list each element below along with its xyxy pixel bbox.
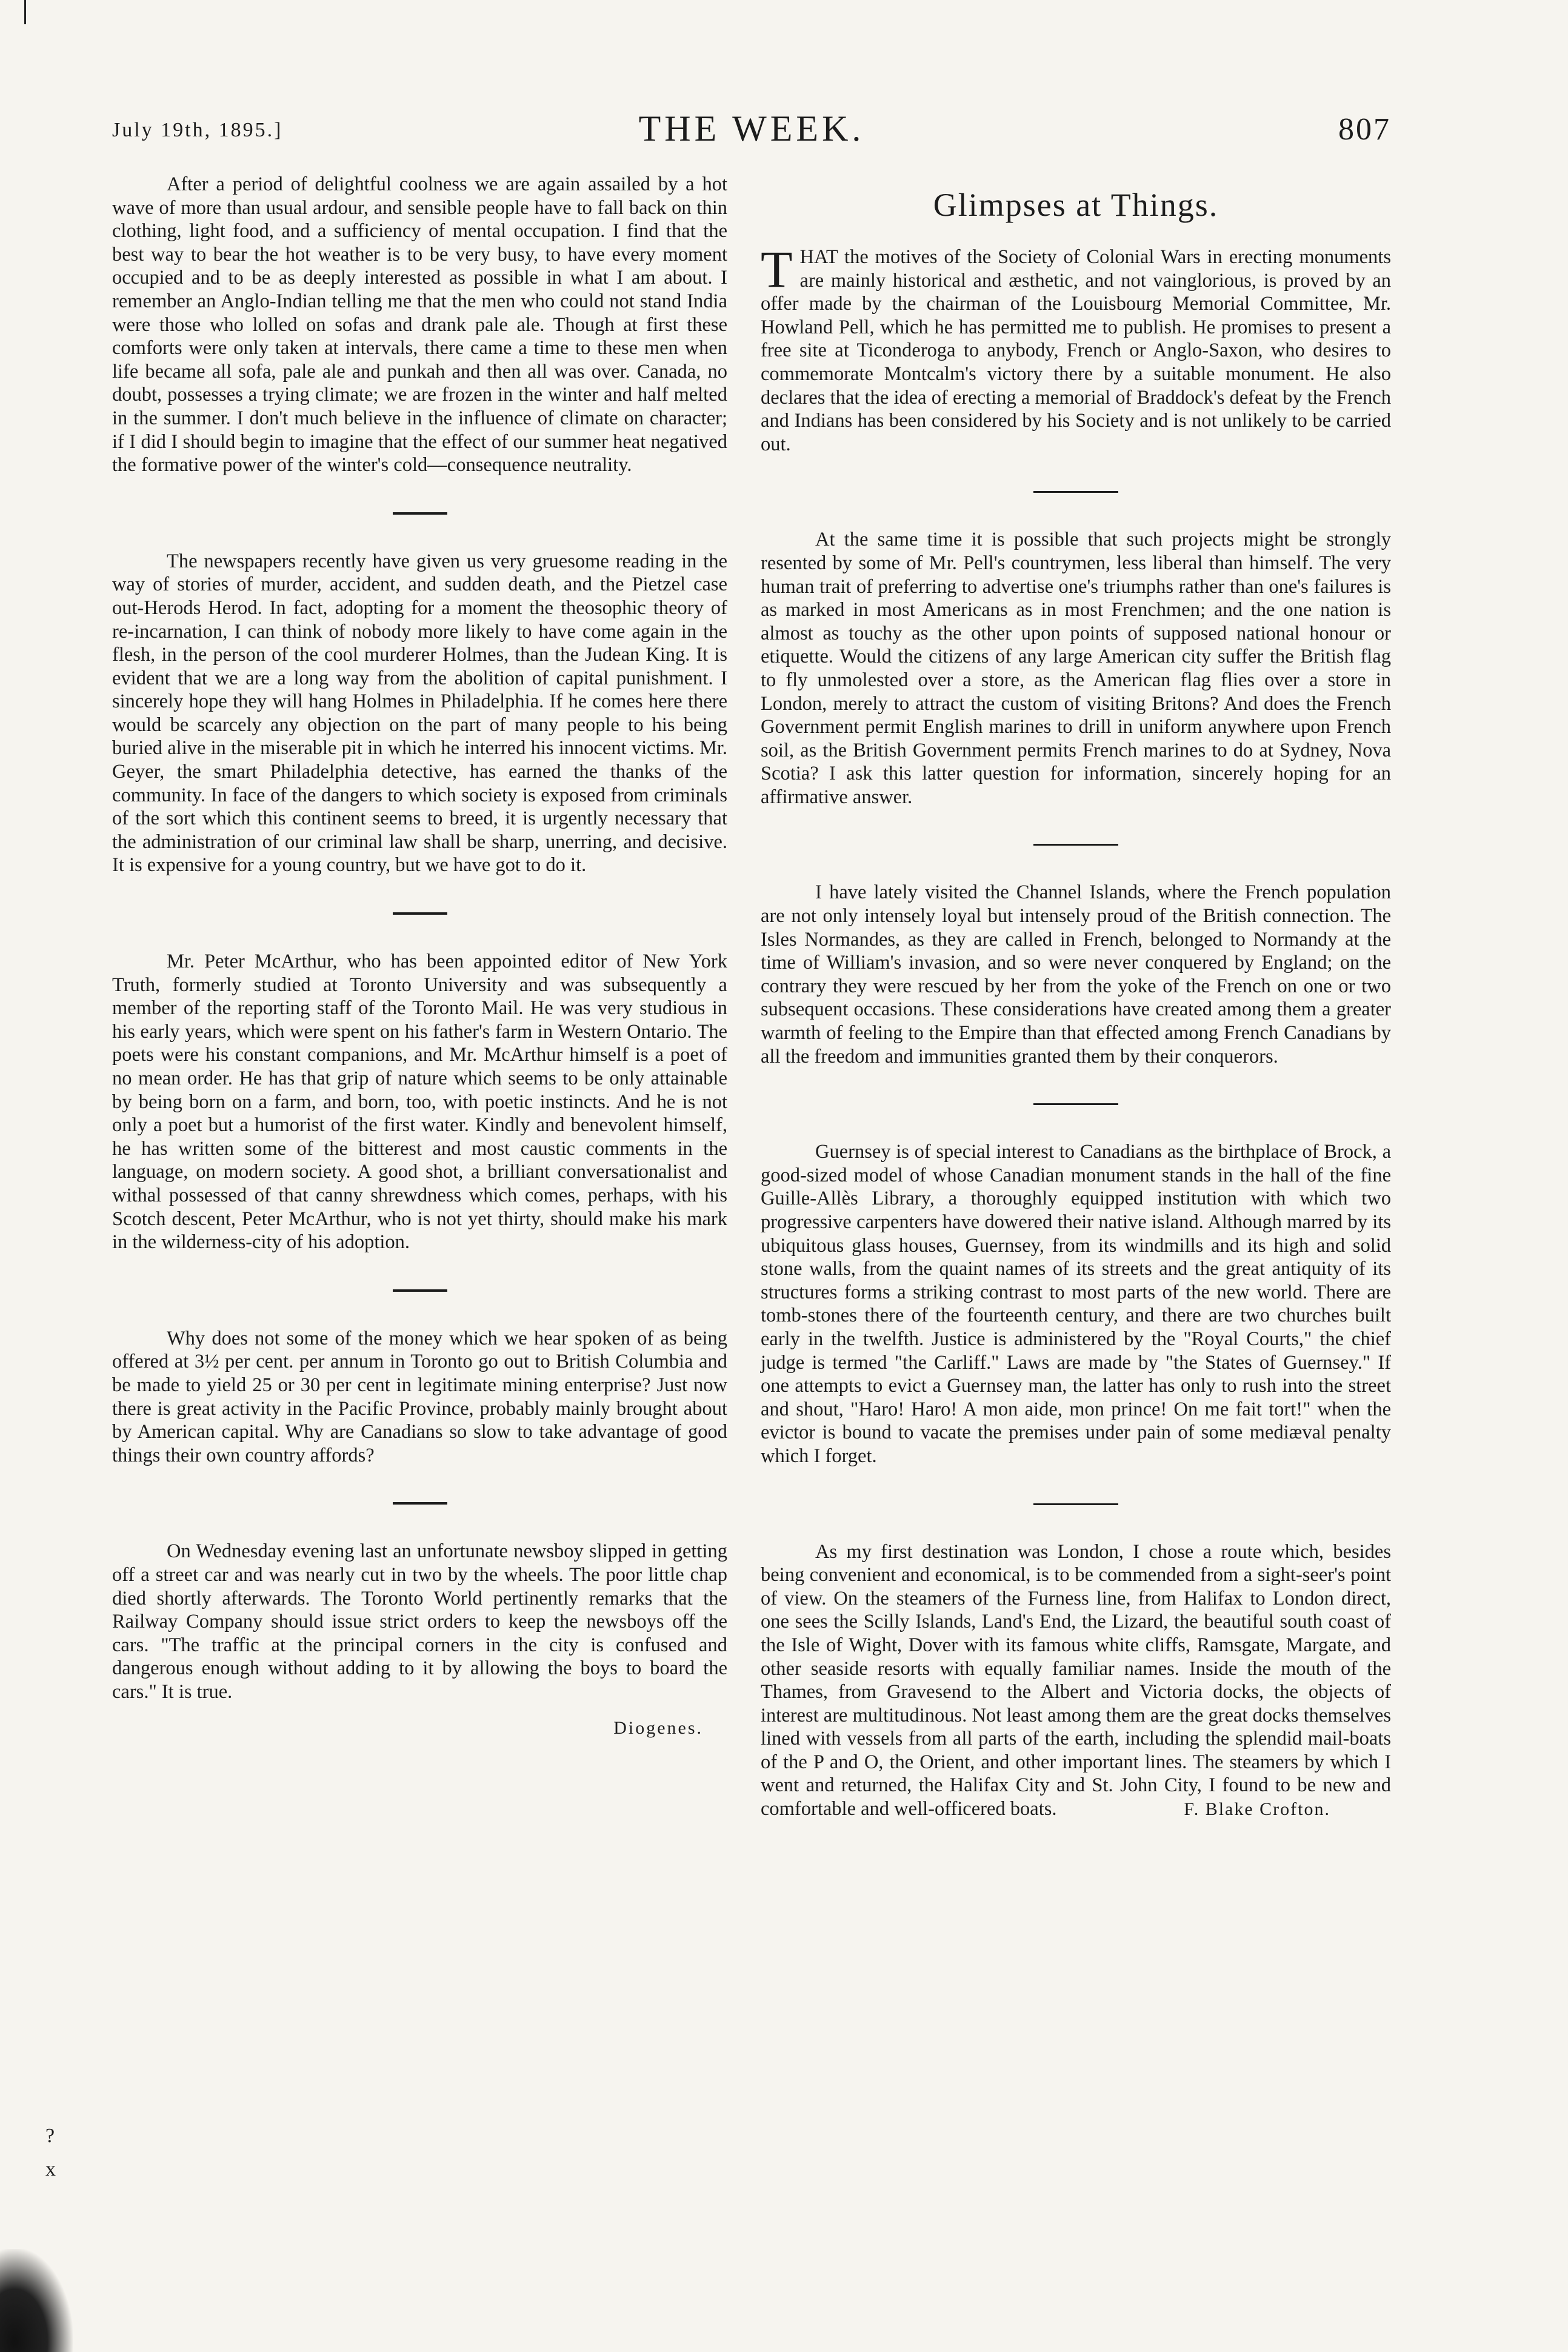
margin-question-mark: ? <box>45 2125 55 2147</box>
article-british-columbia-mining: Why does not some of the money which we hear spoken of as being offered at 3½ per cent. per annum in Toronto go out to British Columbia and be made to yield 25 or 30 per cent in legitimate mining enterprise? Just now there is great activity in the Pacific Province, probably mainly brought about by American capital. Why are Canadians so slow to take advantage of good things their own country affords? <box>112 1327 727 1466</box>
article-newsboy: On Wednesday evening last an unfortunate newsboy slipped in getting off a street car and was nearly cut in two by the wheels. The poor little chap died shortly afterwards. The Toronto World pertinently remarks that the Railway Company should issue strict orders to keep the newsboys off the cars. "The traffic at the principal corners in the city is confused and dangerous enough without adding to it by allowing the boys to board the cars." It is true. <box>112 1540 727 1703</box>
article-channel-islands: I have lately visited the Channel Islands, where the French population are not only intensely loyal but intensely proud of the British connection. The Isles Normandes, as they are called in French, belonged to Normandy at the time of William's invasion, and so were never conquered by England; on the contrary they were rescued by her from the yoke of the French on one or two subsequent occasions. These considerations have created among them a greater warmth of feeling to the Empire than that effected among French Canadians by all the freedom and immunities granted them by their conquerors. <box>761 881 1391 1067</box>
section-divider <box>1033 1103 1118 1105</box>
right-column <box>761 173 1391 1820</box>
article-route-to-london: As my first destination was London, I chose a route which, besides being convenient and economical, is to be commended from a sight-seer's point of view. On the steamers of the Furness line, from Halifax to London direct, one sees the Scilly Islands, Land's End, the Lizard, the beautiful south coast of the Isle of Wight, Dover with its famous white cliffs, Ramsgate, Margate, and other seaside resorts with equally familiar names. Inside the mouth of the Thames, from Gravesend to the Albert and Victoria docks, the objects of interest are multitudinous. Not least among them are the great docks themselves lined with vessels from all parts of the earth, including the splendid mail-boats of the P and O, the Orient, and other important lines. The steamers by which I went and returned, the Halifax City and St. John City, I found to be new and comfortable and well-officered boats. <box>761 1540 1391 1820</box>
section-divider <box>393 1502 447 1505</box>
article-holmes-murder: The newspapers recently have given us very gruesome reading in the way of stories of murder, accident, and sudden death, and the Pietzel case out-Herods Herod. In fact, adopting for a moment the theosophic theory of re-incarnation, I can think of nobody more likely to have come again in the flesh, in the person of the cool murderer Holmes, than the Judean King. It is evident that we are a long way from the abolition of capital punishment. I sincerely hope they will hang Holmes in Philadelphia. If he comes here there would be scarcely any objection on the part of many people to his being buried alive in the miserable pit in which he interred his innocent victims. Mr. Geyer, the smart Philadelphia detective, has earned the thanks of the community. In face of the dangers to which society is exposed from criminals of the sort which this continent seems to breed, it is urgently necessary that the administration of our criminal law shall be sharp, unerring, and decisive. It is expensive for a young country, but we have got to do it. <box>112 550 727 877</box>
article-peter-mcarthur: Mr. Peter McArthur, who has been appointed editor of New York Truth, formerly studied at Toronto University and was subsequently a member of the reporting staff of the Toronto Mail. He was very studious in his early years, which were spent on his father's farm in Western Ontario. The poets were his constant companions, and Mr. McArthur himself is a poet of no mean order. He has that grip of nature which seems to be only attainable by being born on a farm, and born, too, with poetic instincts. And he is not only a poet but a humorist of the first water. Kindly and benevolent himself, he has written some of the bitterest and most caustic comments in the language, on modern society. A good shot, a brilliant conversationalist and withal possessed of that canny shrewdness which comes, perhaps, with his Scotch descent, Peter McArthur, who is not yet thirty, should make his mark in the wilderness-city of his adoption. <box>112 950 727 1254</box>
section-divider <box>1033 1503 1118 1505</box>
section-divider <box>1033 491 1118 493</box>
left-column <box>112 173 727 1739</box>
article-colonial-wars <box>761 240 1391 456</box>
section-divider <box>1033 844 1118 846</box>
page-edge-mark <box>24 0 26 24</box>
section-divider <box>393 512 447 515</box>
margin-cross-mark: x <box>45 2158 56 2180</box>
page-header <box>112 108 1391 156</box>
article-colonial-wars-text: HAT the motives of the Society of Colonial Wars in erecting monuments are mainly historical and æsthetic, and not vainglorious, is proved by an offer made by the chairman of the Louisbourg Memorial Committee, Mr. Howland Pell, which he has permitted me to publish. He promises to present a free site at Ticonderoga to anybody, French or Anglo-Saxon, who desires to commemorate Montcalm's victory there by a suitable monument. He also declares that the idea of erecting a memorial of Braddock's defeat by the French and Indians has been considered by his Society and is not unlikely to be carried out. <box>761 246 1391 455</box>
drop-cap: T <box>761 240 793 298</box>
section-divider <box>393 1289 447 1292</box>
section-title: Glimpses at Things. <box>933 187 1219 223</box>
page-number: 807 <box>1338 112 1391 147</box>
ink-blot <box>0 2249 73 2352</box>
publication-title: THE WEEK. <box>638 109 865 149</box>
article-guernsey: Guernsey is of special interest to Canadians as the birthplace of Brock, a good-sized model of whose Canadian monument stands in the hall of the fine Guille-Allès Library, a thoroughly equipped institution with which two progressive carpenters have dowered their native island. Although marred by its ubiquitous glass houses, Guernsey, from its windmills and its high and solid stone walls, from the quaint names of its streets and the great antiquity of its structures forms a striking contrast to most parts of the new world. There are tomb-stones there of the fourteenth century, and there are two churches built early in the twelfth. Justice is administered by the "Royal Courts," the chief judge is termed "the Carliff." Laws are made by "the States of Guernsey." If one attempts to evict a Guernsey man, the latter has only to rush into the street and shout, "Haro! Haro! A mon aide, mon prince! On me fait tort!" when the evictor is bound to vacate the premises under pain of some mediæval penalty which I forget. <box>761 1141 1391 1467</box>
issue-date: July 19th, 1895.] <box>112 119 283 141</box>
signature-diogenes: Diogenes. <box>613 1718 703 1739</box>
article-heat-wave: After a period of delightful coolness we are again assailed by a hot wave of more than usual ardour, and sensible people have to fall back on thin clothing, light food, and a sufficiency of mental occupation. I find that the best way to bear the hot weather is to be very busy, to have every moment occupied and to be as deeply interested as possible in what I am about. I remember an Anglo-Indian telling me that the men who could not stand India were those who lolled on sofas and drank pale ale. Though at first these comforts were only taken at intervals, there came a time to these men when life became all sofa, pale ale and punkah and then all was over. Canada, no doubt, possesses a trying climate; we are frozen in the winter and half melted in the summer. I don't much believe in the influence of climate on character; if I did I should begin to imagine that the effect of our summer heat negatived the formative power of the winter's cold—consequence neutrality. <box>112 173 727 476</box>
article-american-honour: At the same time it is possible that such projects might be strongly resented by some of Mr. Pell's countrymen, less liberal than himself. The very human trait of preferring to advertise one's triumphs rather than one's failures is as marked in most Americans as in most Frenchmen; and the one nation is almost as touchy as the other upon points of supposed national honour or etiquette. Would the citizens of any large American city suffer the British flag to fly unmolested over a store, as the American flag flies over a store in London, merely to attract the custom of visiting Britons? And does the French Government permit English marines to drill in uniform anywhere upon French soil, as the British Government permits French marines to do at Sydney, Nova Scotia? I ask this latter question for information, sincerely hoping for an affirmative answer. <box>761 529 1391 808</box>
signature-crofton: F. Blake Crofton. <box>1184 1799 1330 1819</box>
section-divider <box>393 912 447 915</box>
